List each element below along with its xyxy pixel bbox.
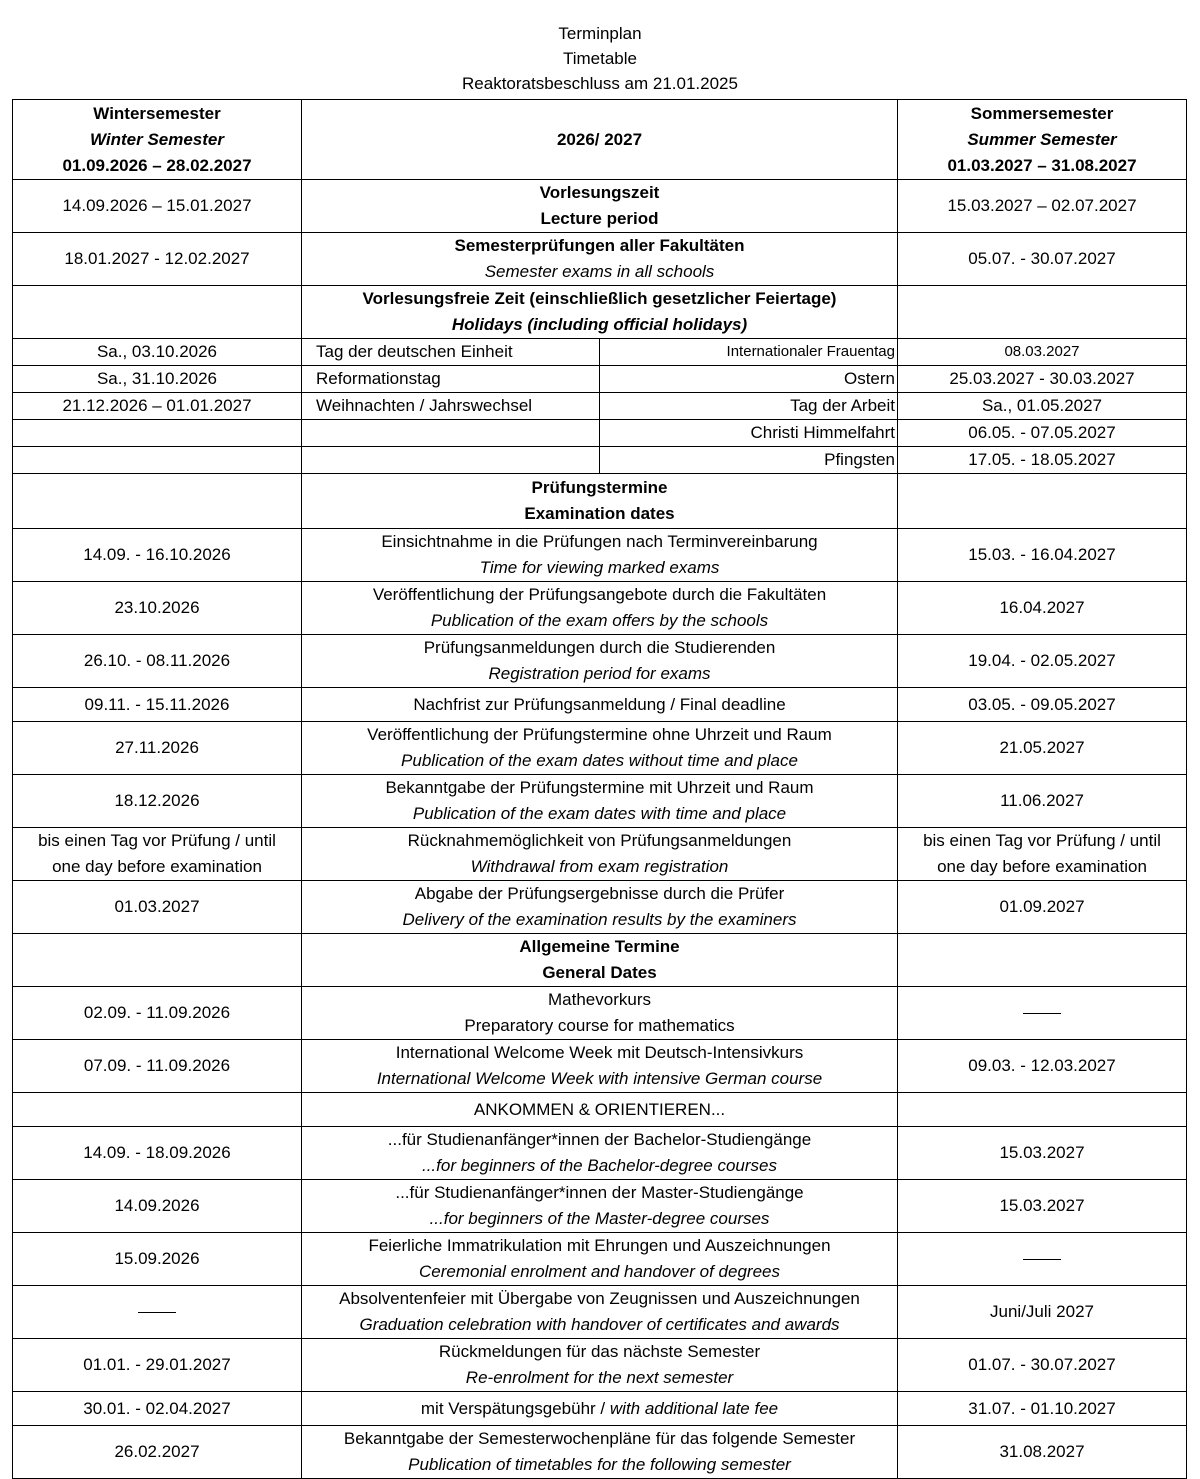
summer-date: bis einen Tag vor Prüfung / until one day before examination (898, 828, 1187, 881)
summer-date (898, 987, 1187, 1040)
table-row (13, 180, 1187, 233)
summer-date: 15.03.2027 – 02.07.2027 (898, 180, 1187, 233)
winter-date: 18.12.2026 (13, 775, 302, 828)
winter-date: 01.01. - 29.01.2027 (13, 1339, 302, 1392)
table-row (13, 1426, 1187, 1479)
winter-date: 02.09. - 11.09.2026 (13, 987, 302, 1040)
winter-date (13, 1286, 302, 1339)
winter-holiday-name: Weihnachten / Jahrswechsel (302, 393, 600, 420)
section-row (13, 1093, 1187, 1127)
table-row (13, 582, 1187, 635)
summer-date: 31.07. - 01.10.2027 (898, 1392, 1187, 1426)
arrival-section-label: ANKOMMEN & ORIENTIEREN... (302, 1093, 898, 1127)
title-de: Terminplan (558, 24, 642, 43)
table-row (13, 1233, 1187, 1286)
winter-date: bis einen Tag vor Prüfung / until one day before examination (13, 828, 302, 881)
event-description: Prüfungsanmeldungen durch die Studierenden Registration period for exams (302, 635, 898, 688)
event-description: International Welcome Week mit Deutsch-Intensivkurs International Welcome Week with intensive German course (302, 1040, 898, 1093)
holidays-section-label: Vorlesungsfreie Zeit (einschließlich gesetzlicher Feiertage) Holidays (including official holidays) (302, 286, 898, 339)
summer-date: 15.03.2027 (898, 1180, 1187, 1233)
event-description: Bekanntgabe der Prüfungstermine mit Uhrzeit und Raum Publication of the exam dates with time and place (302, 775, 898, 828)
dash-placeholder (138, 1312, 176, 1313)
summer-holiday-date: Sa., 01.05.2027 (898, 393, 1187, 420)
exam-dates-section-label: Prüfungstermine Examination dates (302, 474, 898, 529)
event-description: Absolventenfeier mit Übergabe von Zeugnissen und Auszeichnungen Graduation celebration with handover of certificates and awards (302, 1286, 898, 1339)
winter-holiday-date (13, 447, 302, 474)
dash-placeholder (1023, 1013, 1061, 1014)
holiday-row (13, 393, 1187, 420)
winter-date: 14.09.2026 – 15.01.2027 (13, 180, 302, 233)
summer-semester-header: Sommersemester Summer Semester 01.03.2027 – 31.08.2027 (898, 100, 1187, 180)
summer-date (898, 1233, 1187, 1286)
title-en: Timetable (562, 49, 637, 68)
timetable (12, 99, 1187, 1479)
table-row (13, 529, 1187, 582)
winter-date: 26.10. - 08.11.2026 (13, 635, 302, 688)
table-row (13, 881, 1187, 934)
summer-date: 16.04.2027 (898, 582, 1187, 635)
winter-date: 14.09. - 16.10.2026 (13, 529, 302, 582)
event-description: Feierliche Immatrikulation mit Ehrungen und Auszeichnungen Ceremonial enrolment and handover of degrees (302, 1233, 898, 1286)
winter-date: 30.01. - 02.04.2027 (13, 1392, 302, 1426)
summer-holiday-name: Tag der Arbeit (600, 393, 898, 420)
winter-holiday-name (302, 447, 600, 474)
summer-date: 05.07. - 30.07.2027 (898, 233, 1187, 286)
event-description: Rückmeldungen für das nächste Semester Re-enrolment for the next semester (302, 1339, 898, 1392)
winter-date: 09.11. - 15.11.2026 (13, 688, 302, 722)
summer-date: 03.05. - 09.05.2027 (898, 688, 1187, 722)
winter-holiday-name (302, 420, 600, 447)
table-row (13, 722, 1187, 775)
summer-date: 11.06.2027 (898, 775, 1187, 828)
winter-date: 27.11.2026 (13, 722, 302, 775)
winter-holiday-name: Reformationstag (302, 366, 600, 393)
table-row (13, 1040, 1187, 1093)
event-description: ...für Studienanfänger*innen der Bachelor-Studiengänge ...for beginners of the Bachelor-degree courses (302, 1127, 898, 1180)
winter-date: 18.01.2027 - 12.02.2027 (13, 233, 302, 286)
summer-date: 01.09.2027 (898, 881, 1187, 934)
table-row (13, 1180, 1187, 1233)
table-row (13, 1392, 1187, 1426)
winter-date: 14.09. - 18.09.2026 (13, 1127, 302, 1180)
holiday-row (13, 447, 1187, 474)
general-dates-section-label: Allgemeine Termine General Dates (302, 934, 898, 987)
summer-holiday-date: 17.05. - 18.05.2027 (898, 447, 1187, 474)
table-row (13, 1286, 1187, 1339)
summer-holiday-date: 08.03.2027 (898, 339, 1187, 366)
event-description: Semesterprüfungen aller Fakultäten Semester exams in all schools (302, 233, 898, 286)
event-description: mit Verspätungsgebühr / with additional late fee (302, 1392, 898, 1426)
holiday-row (13, 420, 1187, 447)
event-description: Bekanntgabe der Semesterwochenpläne für das folgende Semester Publication of timetables for the following semester (302, 1426, 898, 1479)
summer-holiday-name: Internationaler Frauentag (600, 339, 898, 366)
event-description: Abgabe der Prüfungsergebnisse durch die Prüfer Delivery of the examination results by the examiners (302, 881, 898, 934)
summer-holiday-name: Christi Himmelfahrt (600, 420, 898, 447)
winter-holiday-date: Sa., 31.10.2026 (13, 366, 302, 393)
summer-date: 15.03. - 16.04.2027 (898, 529, 1187, 582)
summer-holiday-name: Ostern (600, 366, 898, 393)
summer-date: 15.03.2027 (898, 1127, 1187, 1180)
summer-date: 01.07. - 30.07.2027 (898, 1339, 1187, 1392)
event-description: Nachfrist zur Prüfungsanmeldung / Final deadline (302, 688, 898, 722)
holiday-row (13, 339, 1187, 366)
summer-date: 19.04. - 02.05.2027 (898, 635, 1187, 688)
winter-holiday-date (13, 420, 302, 447)
event-description: Mathevorkurs Preparatory course for mathematics (302, 987, 898, 1040)
table-row (13, 987, 1187, 1040)
summer-date: Juni/Juli 2027 (898, 1286, 1187, 1339)
winter-holiday-date: 21.12.2026 – 01.01.2027 (13, 393, 302, 420)
event-description: Einsichtnahme in die Prüfungen nach Terminvereinbarung Time for viewing marked exams (302, 529, 898, 582)
winter-date: 26.02.2027 (13, 1426, 302, 1479)
lecture-period-label: Vorlesungszeit Lecture period (302, 180, 898, 233)
summer-date: 21.05.2027 (898, 722, 1187, 775)
table-row (13, 1339, 1187, 1392)
summer-holiday-date: 25.03.2027 - 30.03.2027 (898, 366, 1187, 393)
winter-semester-header: Wintersemester Winter Semester 01.09.2026 – 28.02.2027 (13, 100, 302, 180)
table-row (13, 233, 1187, 286)
section-row (13, 286, 1187, 339)
summer-date: 09.03. - 12.03.2027 (898, 1040, 1187, 1093)
winter-date: 01.03.2027 (13, 881, 302, 934)
winter-date: 07.09. - 11.09.2026 (13, 1040, 302, 1093)
summer-holiday-date: 06.05. - 07.05.2027 (898, 420, 1187, 447)
summer-date: 31.08.2027 (898, 1426, 1187, 1479)
semester-header-row (13, 100, 1187, 180)
event-description: Rücknahmemöglichkeit von Prüfungsanmeldungen Withdrawal from exam registration (302, 828, 898, 881)
holiday-row (13, 366, 1187, 393)
academic-year: 2026/ 2027 (302, 100, 898, 180)
section-row (13, 934, 1187, 987)
summer-holiday-name: Pfingsten (600, 447, 898, 474)
table-row (13, 828, 1187, 881)
event-description: Veröffentlichung der Prüfungstermine ohne Uhrzeit und Raum Publication of the exam dates without time and place (302, 722, 898, 775)
table-row (13, 1127, 1187, 1180)
section-row (13, 474, 1187, 529)
winter-holiday-name: Tag der deutschen Einheit (302, 339, 600, 366)
table-row (13, 688, 1187, 722)
winter-date: 23.10.2026 (13, 582, 302, 635)
table-row (13, 635, 1187, 688)
document-header (0, 21, 1200, 96)
winter-date: 14.09.2026 (13, 1180, 302, 1233)
dash-placeholder (1023, 1259, 1061, 1260)
winter-date: 15.09.2026 (13, 1233, 302, 1286)
winter-holiday-date: Sa., 03.10.2026 (13, 339, 302, 366)
table-row (13, 775, 1187, 828)
resolution-note: Reaktoratsbeschluss am 21.01.2025 (462, 74, 738, 93)
event-description: ...für Studienanfänger*innen der Master-Studiengänge ...for beginners of the Master-degree courses (302, 1180, 898, 1233)
event-description: Veröffentlichung der Prüfungsangebote durch die Fakultäten Publication of the exam offers by the schools (302, 582, 898, 635)
